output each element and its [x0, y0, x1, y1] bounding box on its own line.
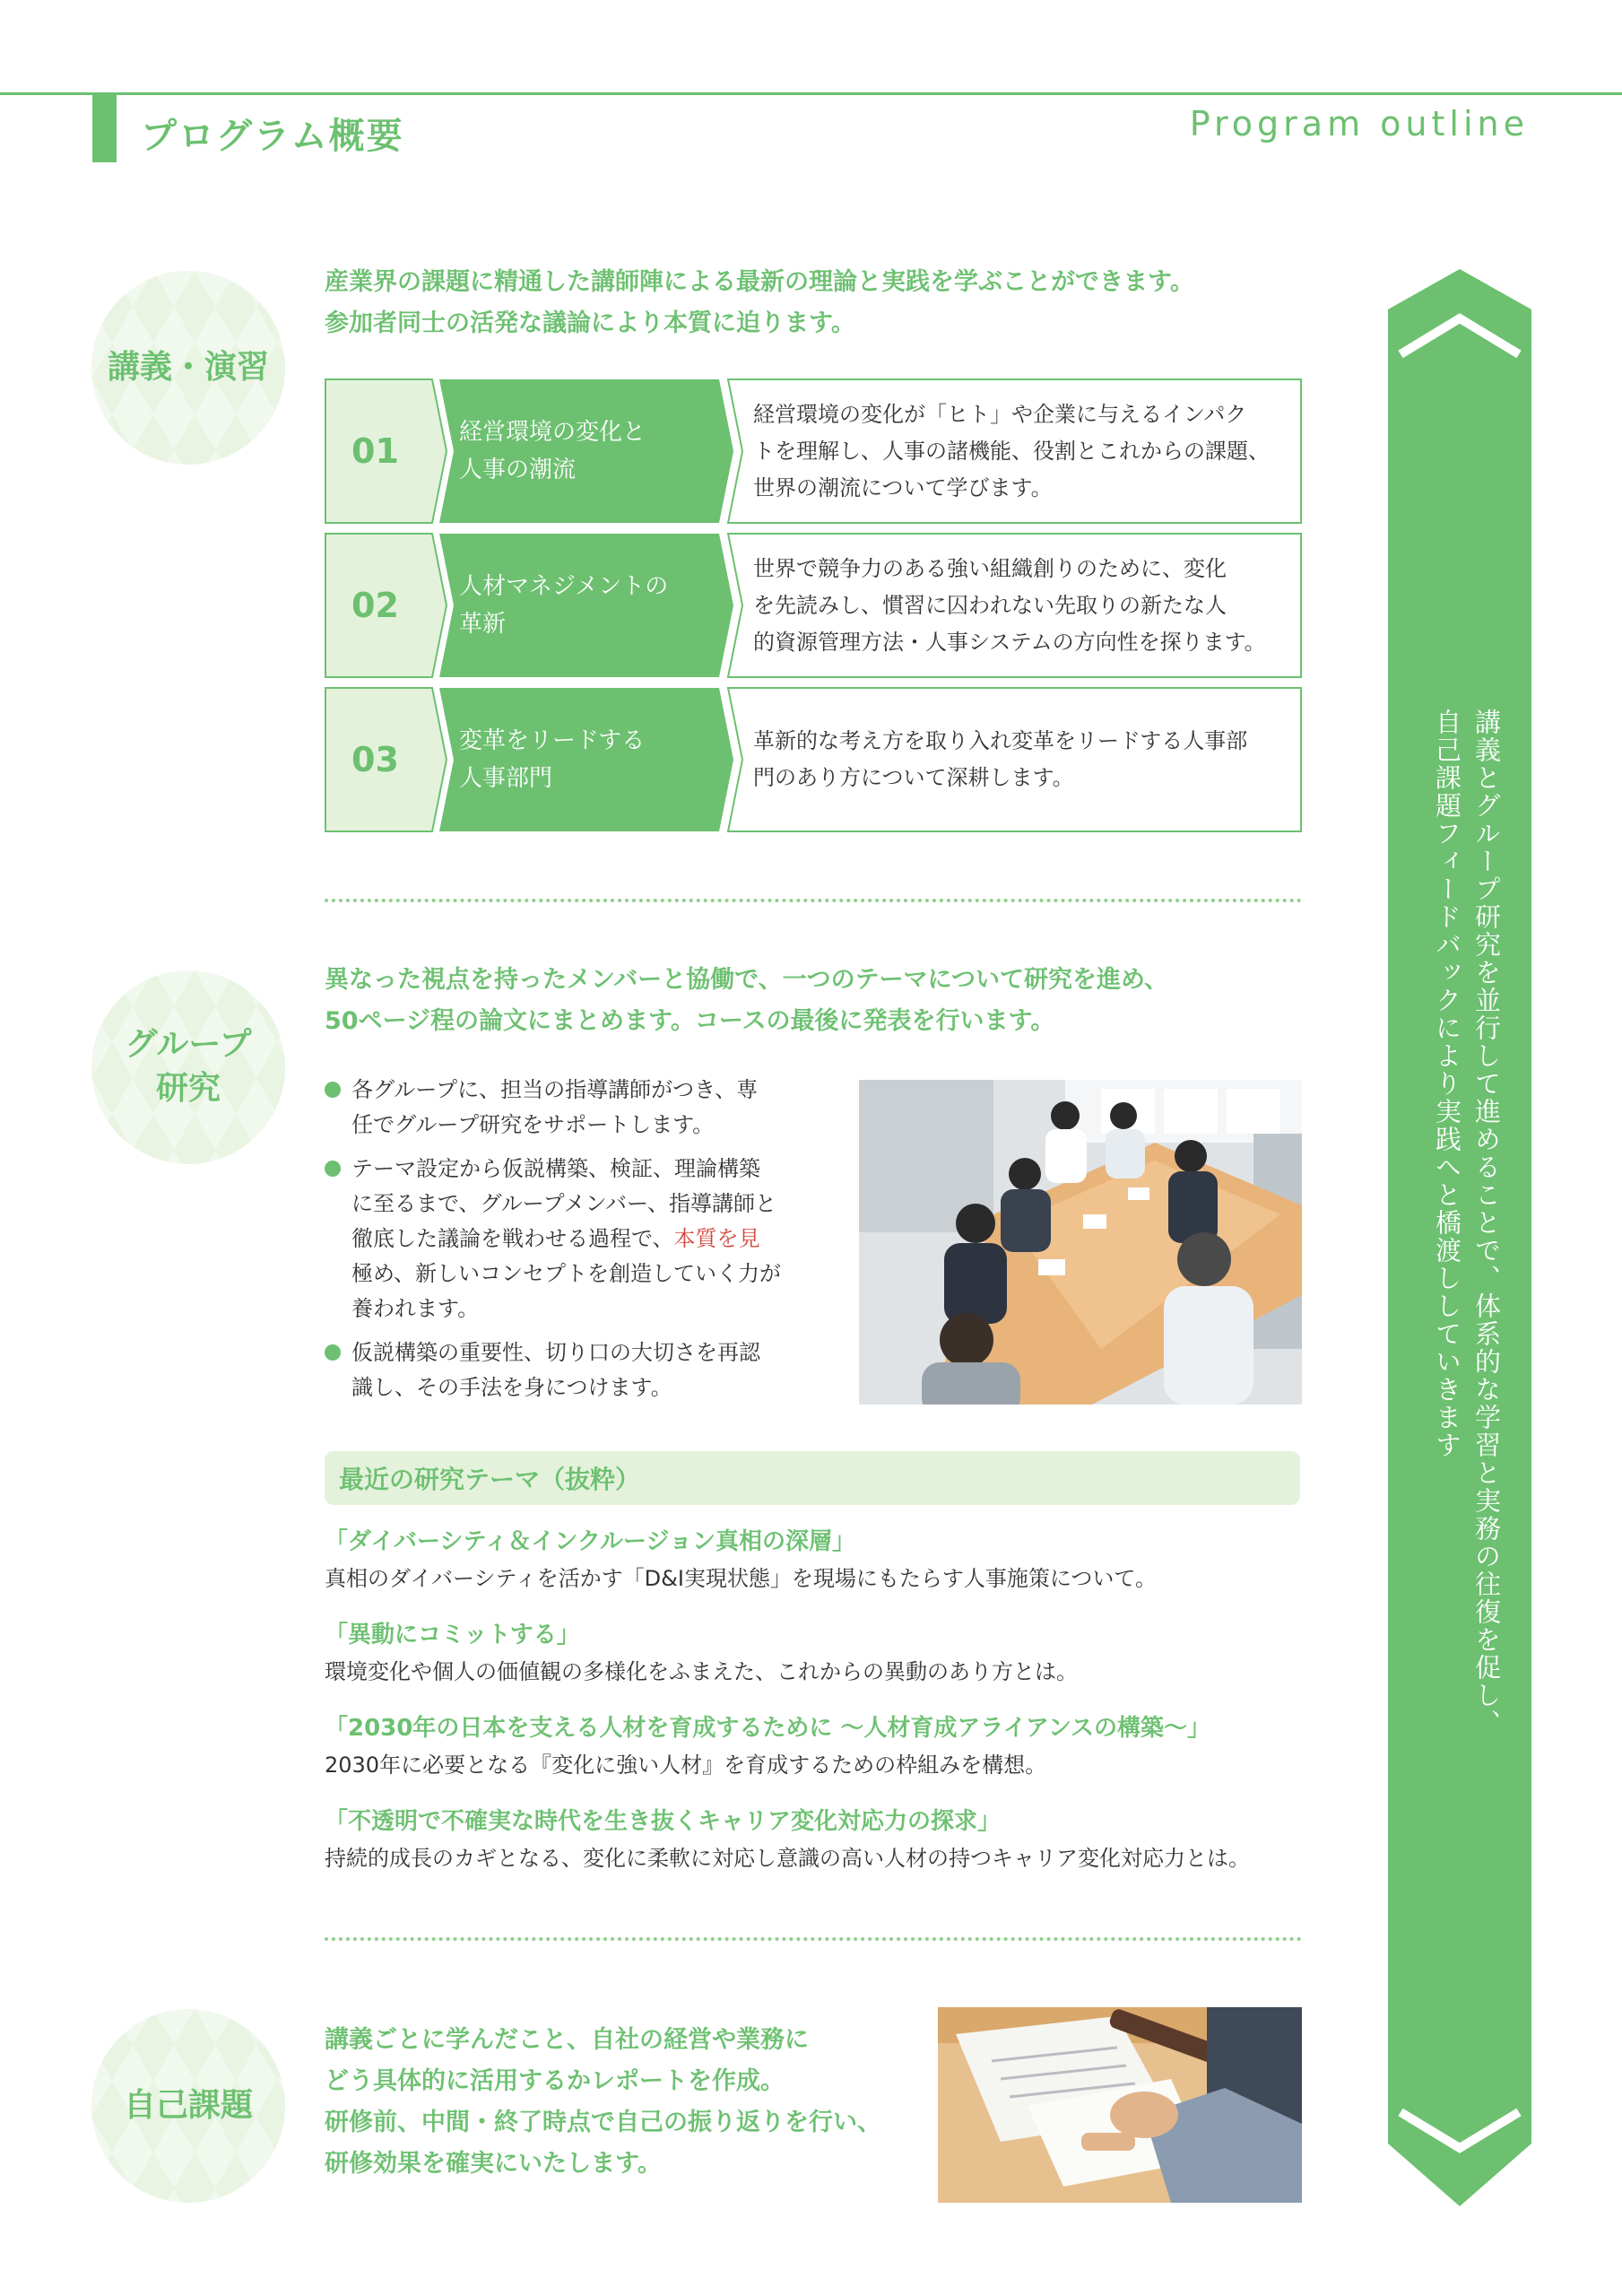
section-label: グループ 研究	[125, 1026, 252, 1107]
section-badge-group	[91, 970, 285, 1164]
theme-desc: 2030年に必要となる『変化に強い人材』を育成するための枠組みを構想。	[325, 1752, 1047, 1778]
intro-line: 講義ごとに学んだこと、自社の経営や業務に	[325, 2026, 809, 2054]
intro-line: 参加者同士の活発な議論により本質に迫ります。	[325, 309, 855, 337]
module-title: 変革をリードする 人事部門	[459, 727, 646, 792]
highlight-text: 極め、新しいコンセプトを創造していく力が	[351, 1261, 782, 1286]
lecture-intro	[325, 262, 1194, 344]
module-number: 01	[351, 431, 399, 471]
self-intro	[325, 2020, 881, 2185]
desk-photo	[938, 2007, 1302, 2203]
intro-line: 研修効果を確実にいたします。	[325, 2150, 662, 2178]
list-item: 各グループに、担当の指導講師がつき、専 任でグループ研究をサポートします。	[325, 1073, 827, 1143]
theme-title: 「不透明で不確実な時代を生き抜くキャリア変化対応力の探求」	[325, 1808, 1002, 1835]
theme-title: 「異動にコミットする」	[325, 1622, 580, 1648]
intro-line: どう具体的に活用するかレポートを作成。	[325, 2067, 785, 2095]
section-badge-self	[91, 2009, 285, 2203]
meeting-photo	[859, 1080, 1302, 1405]
group-bullets	[325, 1073, 827, 1414]
theme-item	[325, 1709, 1311, 1783]
module-title: 人材マネジメントの 革新	[459, 573, 669, 638]
module-number: 02	[351, 586, 399, 625]
intro-line: 異なった視点を持ったメンバーと協働で、一つのテーマについて研究を進め、	[325, 966, 1168, 994]
module-title: 経営環境の変化と 人事の潮流	[459, 419, 646, 483]
section-label: 講義・演習	[107, 348, 269, 386]
themes-header: 最近の研究テーマ（抜粋）	[325, 1451, 1300, 1505]
module-description: 経営環境の変化が「ヒト」や企業に与えるインパク トを理解し、人事の諸機能、役割とこれからの課題、 世界の潮流について学びます。	[753, 401, 1270, 500]
theme-item	[325, 1616, 1311, 1690]
bullet-dot-icon	[325, 1082, 341, 1098]
theme-item	[325, 1803, 1311, 1876]
module-description: 世界で競争力のある強い組織創りのために、変化 を先読みし、慣習に囚われない先取りの新たな人 的資源管理方法・人事システムの方向性を探ります。	[753, 555, 1266, 655]
section-divider	[325, 1937, 1302, 1941]
theme-desc: 環境変化や個人の価値観の多様化をふまえた、これからの異動のあり方とは。	[325, 1659, 1078, 1684]
side-text-line2: 自己課題フィードバックにより実践へと橋渡ししていきます	[1432, 709, 1462, 1459]
theme-title: 「ダイバーシティ＆インクルージョン真相の深層」	[325, 1528, 856, 1555]
module-description: 革新的な考え方を取り入れ変革をリードする人事部 門のあり方について深耕します。	[753, 728, 1248, 790]
bullet-dot-icon	[325, 1161, 341, 1177]
module-number: 03	[351, 740, 399, 779]
highlight-text: 養われます。	[351, 1296, 480, 1321]
highlight-text: 本質を見	[673, 1226, 760, 1251]
module-03	[325, 687, 1302, 832]
side-text-line1: 講義とグループ研究を並行して進めることで、体系的な学習と実務の往復を促し、	[1471, 709, 1502, 1737]
section-label: 自己課題	[123, 2086, 253, 2124]
module-02	[325, 533, 1302, 678]
header-rule	[0, 92, 1622, 95]
page-title: プログラム概要	[141, 116, 404, 157]
section-badge-lecture	[91, 271, 285, 465]
list-item: 仮説構築の重要性、切り口の大切さを再認 識し、その手法を身につけます。	[325, 1335, 827, 1405]
bullet-dot-icon	[325, 1344, 341, 1361]
intro-line: 50ページ程の論文にまとめます。コースの最後に発表を行います。	[325, 1007, 1055, 1035]
title-accent-bar	[92, 95, 117, 162]
page-title-en: Program outline	[1189, 104, 1529, 144]
list-item: テーマ設定から仮説構築、検証、理論構築 に至るまで、グループメンバー、指導講師と 徹底した議論を戦わせる過程で、本質を見 極め、新しいコンセプトを創造していく力が 養われます。	[325, 1152, 827, 1326]
group-intro	[325, 960, 1168, 1042]
module-01	[325, 378, 1302, 524]
theme-item	[325, 1523, 1311, 1596]
intro-line: 産業界の課題に精通した講師陣による最新の理論と実践を学ぶことができます。	[325, 268, 1194, 296]
intro-line: 研修前、中間・終了時点で自己の振り返りを行い、	[325, 2109, 881, 2136]
theme-desc: 真相のダイバーシティを活かす「D&I実現状態」を現場にもたらす人事施策について。	[325, 1566, 1157, 1591]
theme-desc: 持続的成長のカギとなる、変化に柔軟に対応し意識の高い人材の持つキャリア変化対応力とは。	[325, 1846, 1250, 1871]
theme-title: 「2030年の日本を支える人材を育成するために ～人材育成アライアンスの構築～」	[325, 1715, 1211, 1742]
section-divider	[325, 899, 1302, 902]
